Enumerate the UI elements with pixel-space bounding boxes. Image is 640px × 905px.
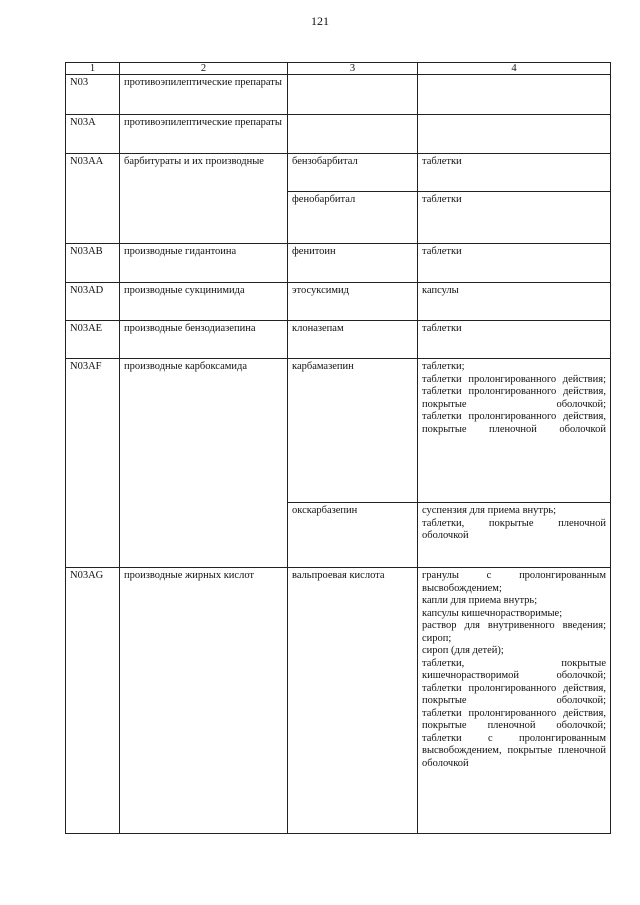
group-name: противоэпилептические препараты (120, 115, 288, 154)
dosage-form: таблетки пролонгированного действия, покрытые пленочной оболочкой (422, 411, 606, 435)
drug-name: этосуксимид (288, 283, 418, 321)
table-row (66, 75, 611, 115)
medication-table (65, 62, 611, 834)
dosage-form: таблетки пролонгированного действия, покрытые пленочной оболочкой; (422, 707, 606, 731)
dosage-form: капли для приема внутрь; (422, 595, 538, 606)
table-row (66, 115, 611, 154)
dosage-form: таблетки пролонгированного действия, покрытые оболочкой; (422, 386, 606, 410)
table-row (66, 283, 611, 321)
dosage-form: гранулы с пролонгированным высвобождением; (422, 570, 606, 594)
dosage-form: суспензия для приема внутрь; (422, 505, 557, 516)
atc-code: N03AA (66, 154, 120, 244)
drug-name (288, 115, 418, 154)
column-number: 4 (418, 63, 611, 75)
group-name: производные бензодиазепина (120, 321, 288, 359)
table-row (66, 568, 611, 834)
atc-code: N03AB (66, 244, 120, 283)
dosage-form: таблетки, покрытые кишечнорастворимой оболочкой; (422, 657, 606, 681)
atc-code: N03AF (66, 359, 120, 568)
page-number: 121 (311, 14, 329, 28)
atc-code: N03AG (66, 568, 120, 834)
dosage-forms: таблетки (418, 192, 611, 244)
atc-code: N03A (66, 115, 120, 154)
dosage-forms (418, 568, 611, 834)
atc-code: N03AD (66, 283, 120, 321)
dosage-forms: таблетки (418, 321, 611, 359)
drug-name: фенитоин (288, 244, 418, 283)
dosage-form: таблетки, покрытые пленочной оболочкой (422, 517, 606, 541)
dosage-form: таблетки пролонгированного действия, покрытые оболочкой; (422, 682, 606, 706)
column-number: 1 (66, 63, 120, 75)
drug-name: клоназепам (288, 321, 418, 359)
drug-name: бензобарбитал (288, 154, 418, 192)
drug-name: окскарбазепин (288, 503, 418, 568)
group-name: противоэпилептические препараты (120, 75, 288, 115)
dosage-forms: таблетки (418, 154, 611, 192)
group-name: производные жирных кислот (120, 568, 288, 834)
table-row (66, 321, 611, 359)
dosage-forms: таблетки (418, 244, 611, 283)
dosage-forms (418, 75, 611, 115)
drug-name (288, 75, 418, 115)
table-row (66, 359, 611, 503)
table-row (66, 244, 611, 283)
group-name: производные сукцинимида (120, 283, 288, 321)
dosage-form: раствор для внутривенного введения; (422, 620, 606, 631)
dosage-form: сироп; (422, 632, 452, 644)
dosage-form: капсулы кишечнорастворимые; (422, 607, 563, 619)
atc-code: N03AE (66, 321, 120, 359)
group-name: производные карбоксамида (120, 359, 288, 568)
atc-code: N03 (66, 75, 120, 115)
column-number: 2 (120, 63, 288, 75)
drug-name: вальпроевая кислота (288, 568, 418, 834)
dosage-form: таблетки; (422, 361, 465, 372)
group-name: производные гидантоина (120, 244, 288, 283)
drug-name: карбамазепин (288, 359, 418, 503)
dosage-form: таблетки пролонгированного действия; (422, 373, 606, 385)
column-number-row (66, 63, 611, 75)
dosage-forms (418, 503, 611, 568)
dosage-forms (418, 115, 611, 154)
dosage-form: таблетки с пролонгированным высвобождением, покрытые пленочной оболочкой (422, 732, 606, 769)
dosage-form: сироп (для детей); (422, 645, 504, 656)
dosage-forms: капсулы (418, 283, 611, 321)
dosage-forms (418, 359, 611, 503)
table-row (66, 154, 611, 192)
drug-name: фенобарбитал (288, 192, 418, 244)
group-name: барбитураты и их производные (120, 154, 288, 244)
column-number: 3 (288, 63, 418, 75)
